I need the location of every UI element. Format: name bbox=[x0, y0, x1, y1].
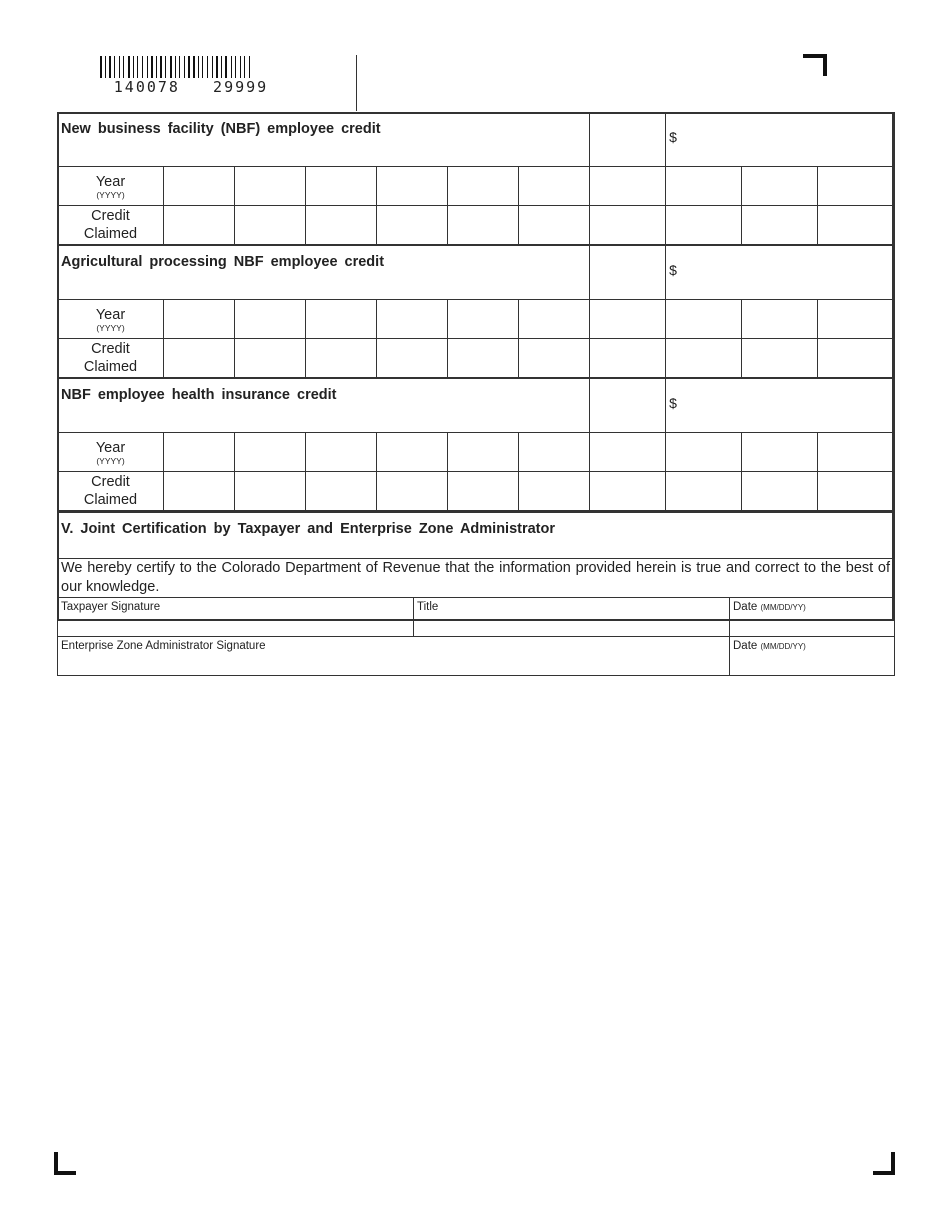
barcode-bar bbox=[231, 56, 232, 78]
barcode-number: 140078 29999 bbox=[113, 78, 269, 96]
credit-row-label bbox=[58, 339, 164, 379]
year-input-cell[interactable] bbox=[519, 300, 590, 339]
barcode-bar bbox=[128, 56, 130, 78]
dollar-sign: $ bbox=[669, 262, 677, 278]
barcode-bar bbox=[147, 56, 148, 78]
barcode-bar bbox=[193, 56, 195, 78]
barcode-bar bbox=[184, 56, 185, 78]
credit-label-line2: Claimed bbox=[83, 359, 138, 375]
year-input-cell[interactable] bbox=[742, 167, 818, 206]
credit-input-cell[interactable] bbox=[377, 206, 448, 246]
year-input-cell[interactable] bbox=[377, 167, 448, 206]
year-input-cell[interactable] bbox=[590, 167, 666, 206]
year-format: (YYYY) bbox=[96, 322, 125, 333]
year-input-cell[interactable] bbox=[448, 433, 519, 472]
barcode-bar bbox=[244, 56, 245, 78]
barcode-bar bbox=[202, 56, 203, 78]
year-row-label bbox=[58, 433, 164, 472]
year-input-cell[interactable] bbox=[818, 433, 895, 472]
barcode-bar bbox=[225, 56, 227, 78]
header-divider bbox=[356, 55, 357, 111]
credit-row-label bbox=[58, 472, 164, 512]
date-label: Date bbox=[733, 601, 758, 613]
barcode-bar bbox=[207, 56, 208, 78]
year-input-cell[interactable] bbox=[235, 433, 306, 472]
barcode-bar bbox=[156, 56, 157, 78]
credit-input-cell[interactable] bbox=[519, 339, 590, 379]
year-row-label bbox=[58, 167, 164, 206]
credit-input-cell[interactable] bbox=[306, 206, 377, 246]
credit-input-cell[interactable] bbox=[519, 206, 590, 246]
year-input-cell[interactable] bbox=[235, 167, 306, 206]
credit-input-cell[interactable] bbox=[590, 472, 666, 512]
taxpayer-signature-label: Taxpayer Signature bbox=[61, 601, 161, 613]
barcode-bar bbox=[198, 56, 199, 78]
section-title: New business facility (NBF) employee credit bbox=[58, 113, 590, 167]
barcode-bar bbox=[235, 56, 236, 78]
certification-statement: We hereby certify to the Colorado Department of Revenue that the information provided herein is true and correct to the best of our knowledge. bbox=[58, 559, 895, 598]
barcode-bar bbox=[109, 56, 111, 78]
section-blank-cell bbox=[590, 245, 666, 300]
credit-input-cell[interactable] bbox=[448, 339, 519, 379]
certification-title: V. Joint Certification by Taxpayer and Enterprise Zone Administrator bbox=[58, 513, 895, 559]
date-format-2: (MM/DD/YY) bbox=[760, 642, 806, 651]
credit-input-cell[interactable] bbox=[666, 472, 742, 512]
credit-label-line1: Credit bbox=[91, 208, 130, 224]
credit-input-cell[interactable] bbox=[818, 206, 895, 246]
year-input-cell[interactable] bbox=[306, 167, 377, 206]
year-input-cell[interactable] bbox=[448, 300, 519, 339]
credit-input-cell[interactable] bbox=[666, 339, 742, 379]
year-input-cell[interactable] bbox=[306, 433, 377, 472]
credit-input-cell[interactable] bbox=[590, 206, 666, 246]
barcode-bar bbox=[100, 56, 102, 78]
year-input-cell[interactable] bbox=[666, 433, 742, 472]
credit-input-cell[interactable] bbox=[666, 206, 742, 246]
credit-label-line1: Credit bbox=[91, 474, 130, 490]
year-input-cell[interactable] bbox=[377, 300, 448, 339]
year-row-label bbox=[58, 300, 164, 339]
taxpayer-date-field[interactable] bbox=[730, 598, 895, 637]
year-input-cell[interactable] bbox=[164, 300, 235, 339]
barcode-bar bbox=[165, 56, 166, 78]
title-field[interactable] bbox=[414, 598, 730, 637]
year-input-cell[interactable] bbox=[742, 300, 818, 339]
year-label: Year bbox=[95, 173, 126, 190]
credit-table bbox=[57, 112, 895, 512]
credit-input-cell[interactable] bbox=[306, 339, 377, 379]
barcode-bar bbox=[133, 56, 134, 78]
barcode-bar bbox=[137, 56, 138, 78]
year-label: Year bbox=[95, 439, 126, 456]
title-label: Title bbox=[417, 601, 439, 613]
credit-input-cell[interactable] bbox=[448, 206, 519, 246]
section-blank-cell bbox=[590, 378, 666, 433]
credit-input-cell[interactable] bbox=[742, 472, 818, 512]
year-input-cell[interactable] bbox=[519, 433, 590, 472]
credit-input-cell[interactable] bbox=[377, 339, 448, 379]
barcode-bar bbox=[179, 56, 180, 78]
year-input-cell[interactable] bbox=[666, 167, 742, 206]
barcode-bar bbox=[221, 56, 222, 78]
credit-label-line2: Claimed bbox=[83, 492, 138, 508]
section-total-field[interactable] bbox=[666, 245, 895, 300]
date-label-2: Date bbox=[733, 640, 758, 652]
credit-input-cell[interactable] bbox=[164, 472, 235, 512]
credit-input-cell[interactable] bbox=[742, 206, 818, 246]
section-title: Agricultural processing NBF employee credit bbox=[58, 245, 590, 300]
barcode-bar bbox=[249, 56, 250, 78]
date-format: (MM/DD/YY) bbox=[760, 603, 806, 612]
barcode-bar bbox=[188, 56, 190, 78]
year-input-cell[interactable] bbox=[666, 300, 742, 339]
credit-input-cell[interactable] bbox=[306, 472, 377, 512]
dollar-sign: $ bbox=[669, 395, 677, 411]
ez-admin-date-field[interactable] bbox=[730, 637, 895, 676]
ez-admin-signature-field[interactable] bbox=[58, 637, 730, 676]
credit-row-label bbox=[58, 206, 164, 246]
barcode-bar bbox=[142, 56, 143, 78]
section-blank-cell bbox=[590, 113, 666, 167]
year-input-cell[interactable] bbox=[306, 300, 377, 339]
year-label: Year bbox=[95, 306, 126, 323]
credit-input-cell[interactable] bbox=[519, 472, 590, 512]
barcode bbox=[100, 56, 282, 78]
certification-table bbox=[57, 512, 895, 676]
year-input-cell[interactable] bbox=[742, 433, 818, 472]
barcode-bar bbox=[114, 56, 115, 78]
credit-input-cell[interactable] bbox=[164, 339, 235, 379]
barcode-bar bbox=[160, 56, 162, 78]
year-input-cell[interactable] bbox=[235, 300, 306, 339]
barcode-bar bbox=[123, 56, 124, 78]
credit-input-cell[interactable] bbox=[377, 472, 448, 512]
barcode-bar bbox=[119, 56, 120, 78]
year-input-cell[interactable] bbox=[590, 433, 666, 472]
credit-label-line1: Credit bbox=[91, 341, 130, 357]
registration-mark-bottom-right bbox=[873, 1152, 895, 1175]
taxpayer-signature-field[interactable] bbox=[58, 598, 414, 637]
year-input-cell[interactable] bbox=[164, 433, 235, 472]
credit-input-cell[interactable] bbox=[818, 339, 895, 379]
year-format: (YYYY) bbox=[96, 455, 125, 466]
barcode-bar bbox=[216, 56, 218, 78]
year-input-cell[interactable] bbox=[590, 300, 666, 339]
year-input-cell[interactable] bbox=[818, 167, 895, 206]
section-total-field[interactable] bbox=[666, 113, 895, 167]
credit-input-cell[interactable] bbox=[235, 339, 306, 379]
credit-input-cell[interactable] bbox=[742, 339, 818, 379]
credit-input-cell[interactable] bbox=[235, 206, 306, 246]
year-input-cell[interactable] bbox=[377, 433, 448, 472]
barcode-bar bbox=[212, 56, 213, 78]
year-input-cell[interactable] bbox=[818, 300, 895, 339]
registration-mark-bottom-left bbox=[54, 1152, 76, 1175]
barcode-bar bbox=[151, 56, 153, 78]
credit-input-cell[interactable] bbox=[235, 472, 306, 512]
barcode-bar bbox=[175, 56, 176, 78]
registration-mark-top-right bbox=[803, 54, 827, 76]
credit-input-cell[interactable] bbox=[164, 206, 235, 246]
dollar-sign: $ bbox=[669, 129, 677, 145]
barcode-bar bbox=[240, 56, 241, 78]
credit-input-cell[interactable] bbox=[818, 472, 895, 512]
credit-label-line2: Claimed bbox=[83, 226, 138, 242]
section-title: NBF employee health insurance credit bbox=[58, 378, 590, 433]
ez-admin-signature-label: Enterprise Zone Administrator Signature bbox=[61, 640, 266, 652]
year-input-cell[interactable] bbox=[448, 167, 519, 206]
year-format: (YYYY) bbox=[96, 189, 125, 200]
year-input-cell[interactable] bbox=[164, 167, 235, 206]
credit-input-cell[interactable] bbox=[590, 339, 666, 379]
section-total-field[interactable] bbox=[666, 378, 895, 433]
credit-form bbox=[57, 112, 894, 652]
barcode-bar bbox=[170, 56, 172, 78]
credit-input-cell[interactable] bbox=[448, 472, 519, 512]
barcode-bar bbox=[105, 56, 106, 78]
year-input-cell[interactable] bbox=[519, 167, 590, 206]
